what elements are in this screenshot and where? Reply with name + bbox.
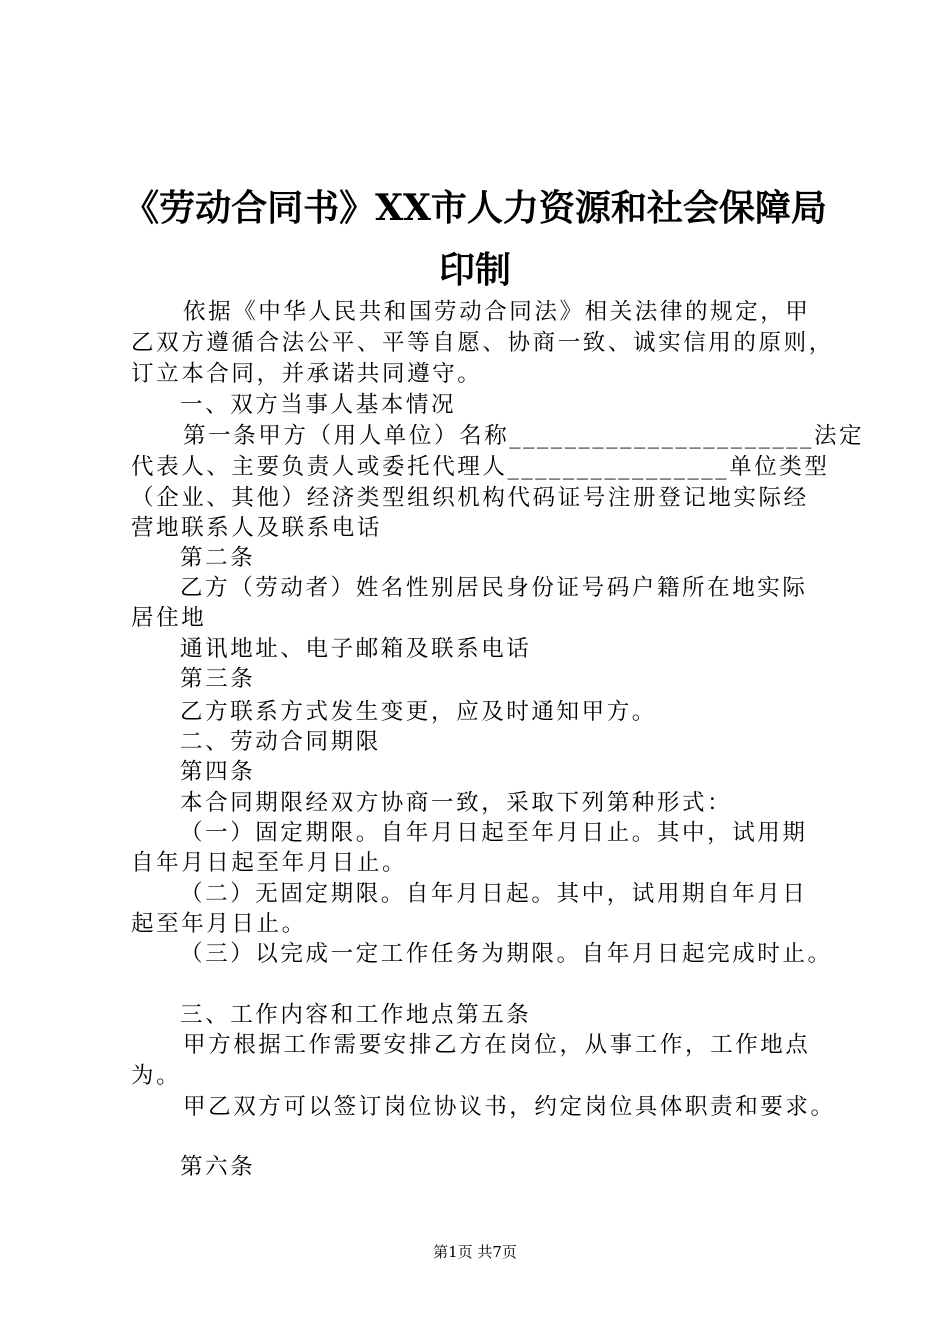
paragraph-line: 居住地 — [131, 605, 207, 631]
section-heading: 一、双方当事人基本情况 — [180, 392, 457, 418]
article-heading: 第四条 — [180, 759, 256, 785]
paragraph-line: 起至年月日止。 — [131, 911, 307, 937]
paragraph-line: 本合同期限经双方协商一致，采取下列第种形式： — [180, 790, 733, 816]
document-title-continued: 印制 — [438, 249, 511, 291]
section-heading: 二、劳动合同期限 — [180, 729, 381, 755]
paragraph-line: 依据《中华人民共和国劳动合同法》相关法律的规定，甲 — [183, 299, 811, 325]
paragraph-line: 自年月日起至年月日止。 — [131, 850, 408, 876]
article-heading: 第三条 — [180, 666, 256, 692]
paragraph-line: （二）无固定期限。自年月日起。其中，试用期自年月日 — [180, 881, 808, 907]
paragraph-line: 乙双方遵循合法公平、平等自愿、协商一致、诚实信用的原则， — [131, 330, 834, 356]
page-number: 第1页 共7页 — [433, 1243, 517, 1261]
section-heading: 三、工作内容和工作地点第五条 — [180, 1002, 532, 1028]
paragraph-line: 第一条甲方（用人单位）名称______________________法定 — [183, 423, 865, 449]
article-heading: 第六条 — [180, 1154, 256, 1180]
paragraph-line: 乙方（劳动者）姓名性别居民身份证号码户籍所在地实际 — [180, 575, 808, 601]
paragraph-line: 甲方根据工作需要安排乙方在岗位，从事工作，工作地点 — [183, 1032, 811, 1058]
paragraph-line: 乙方联系方式发生变更，应及时通知甲方。 — [180, 699, 657, 725]
paragraph-line: 订立本合同，并承诺共同遵守。 — [131, 361, 483, 387]
paragraph-line: 甲乙双方可以签订岗位协议书，约定岗位具体职责和要求。 — [183, 1094, 836, 1120]
paragraph-line: 代表人、主要负责人或委托代理人________________单位类型 — [131, 454, 830, 480]
paragraph-line: 通讯地址、电子邮箱及联系电话 — [180, 636, 532, 662]
document-title: 《劳动合同书》XX市人力资源和社会保障局 — [123, 187, 827, 229]
paragraph-line: （一）固定期限。自年月日起至年月日止。其中，试用期 — [180, 820, 808, 846]
paragraph-line: （三）以完成一定工作任务为期限。自年月日起完成时止。 — [180, 941, 833, 967]
article-heading: 第二条 — [180, 545, 256, 571]
paragraph-line: 为。 — [131, 1063, 182, 1089]
paragraph-line: 营地联系人及联系电话 — [131, 515, 383, 541]
paragraph-line: （企业、其他）经济类型组织机构代码证号注册登记地实际经 — [131, 485, 809, 511]
